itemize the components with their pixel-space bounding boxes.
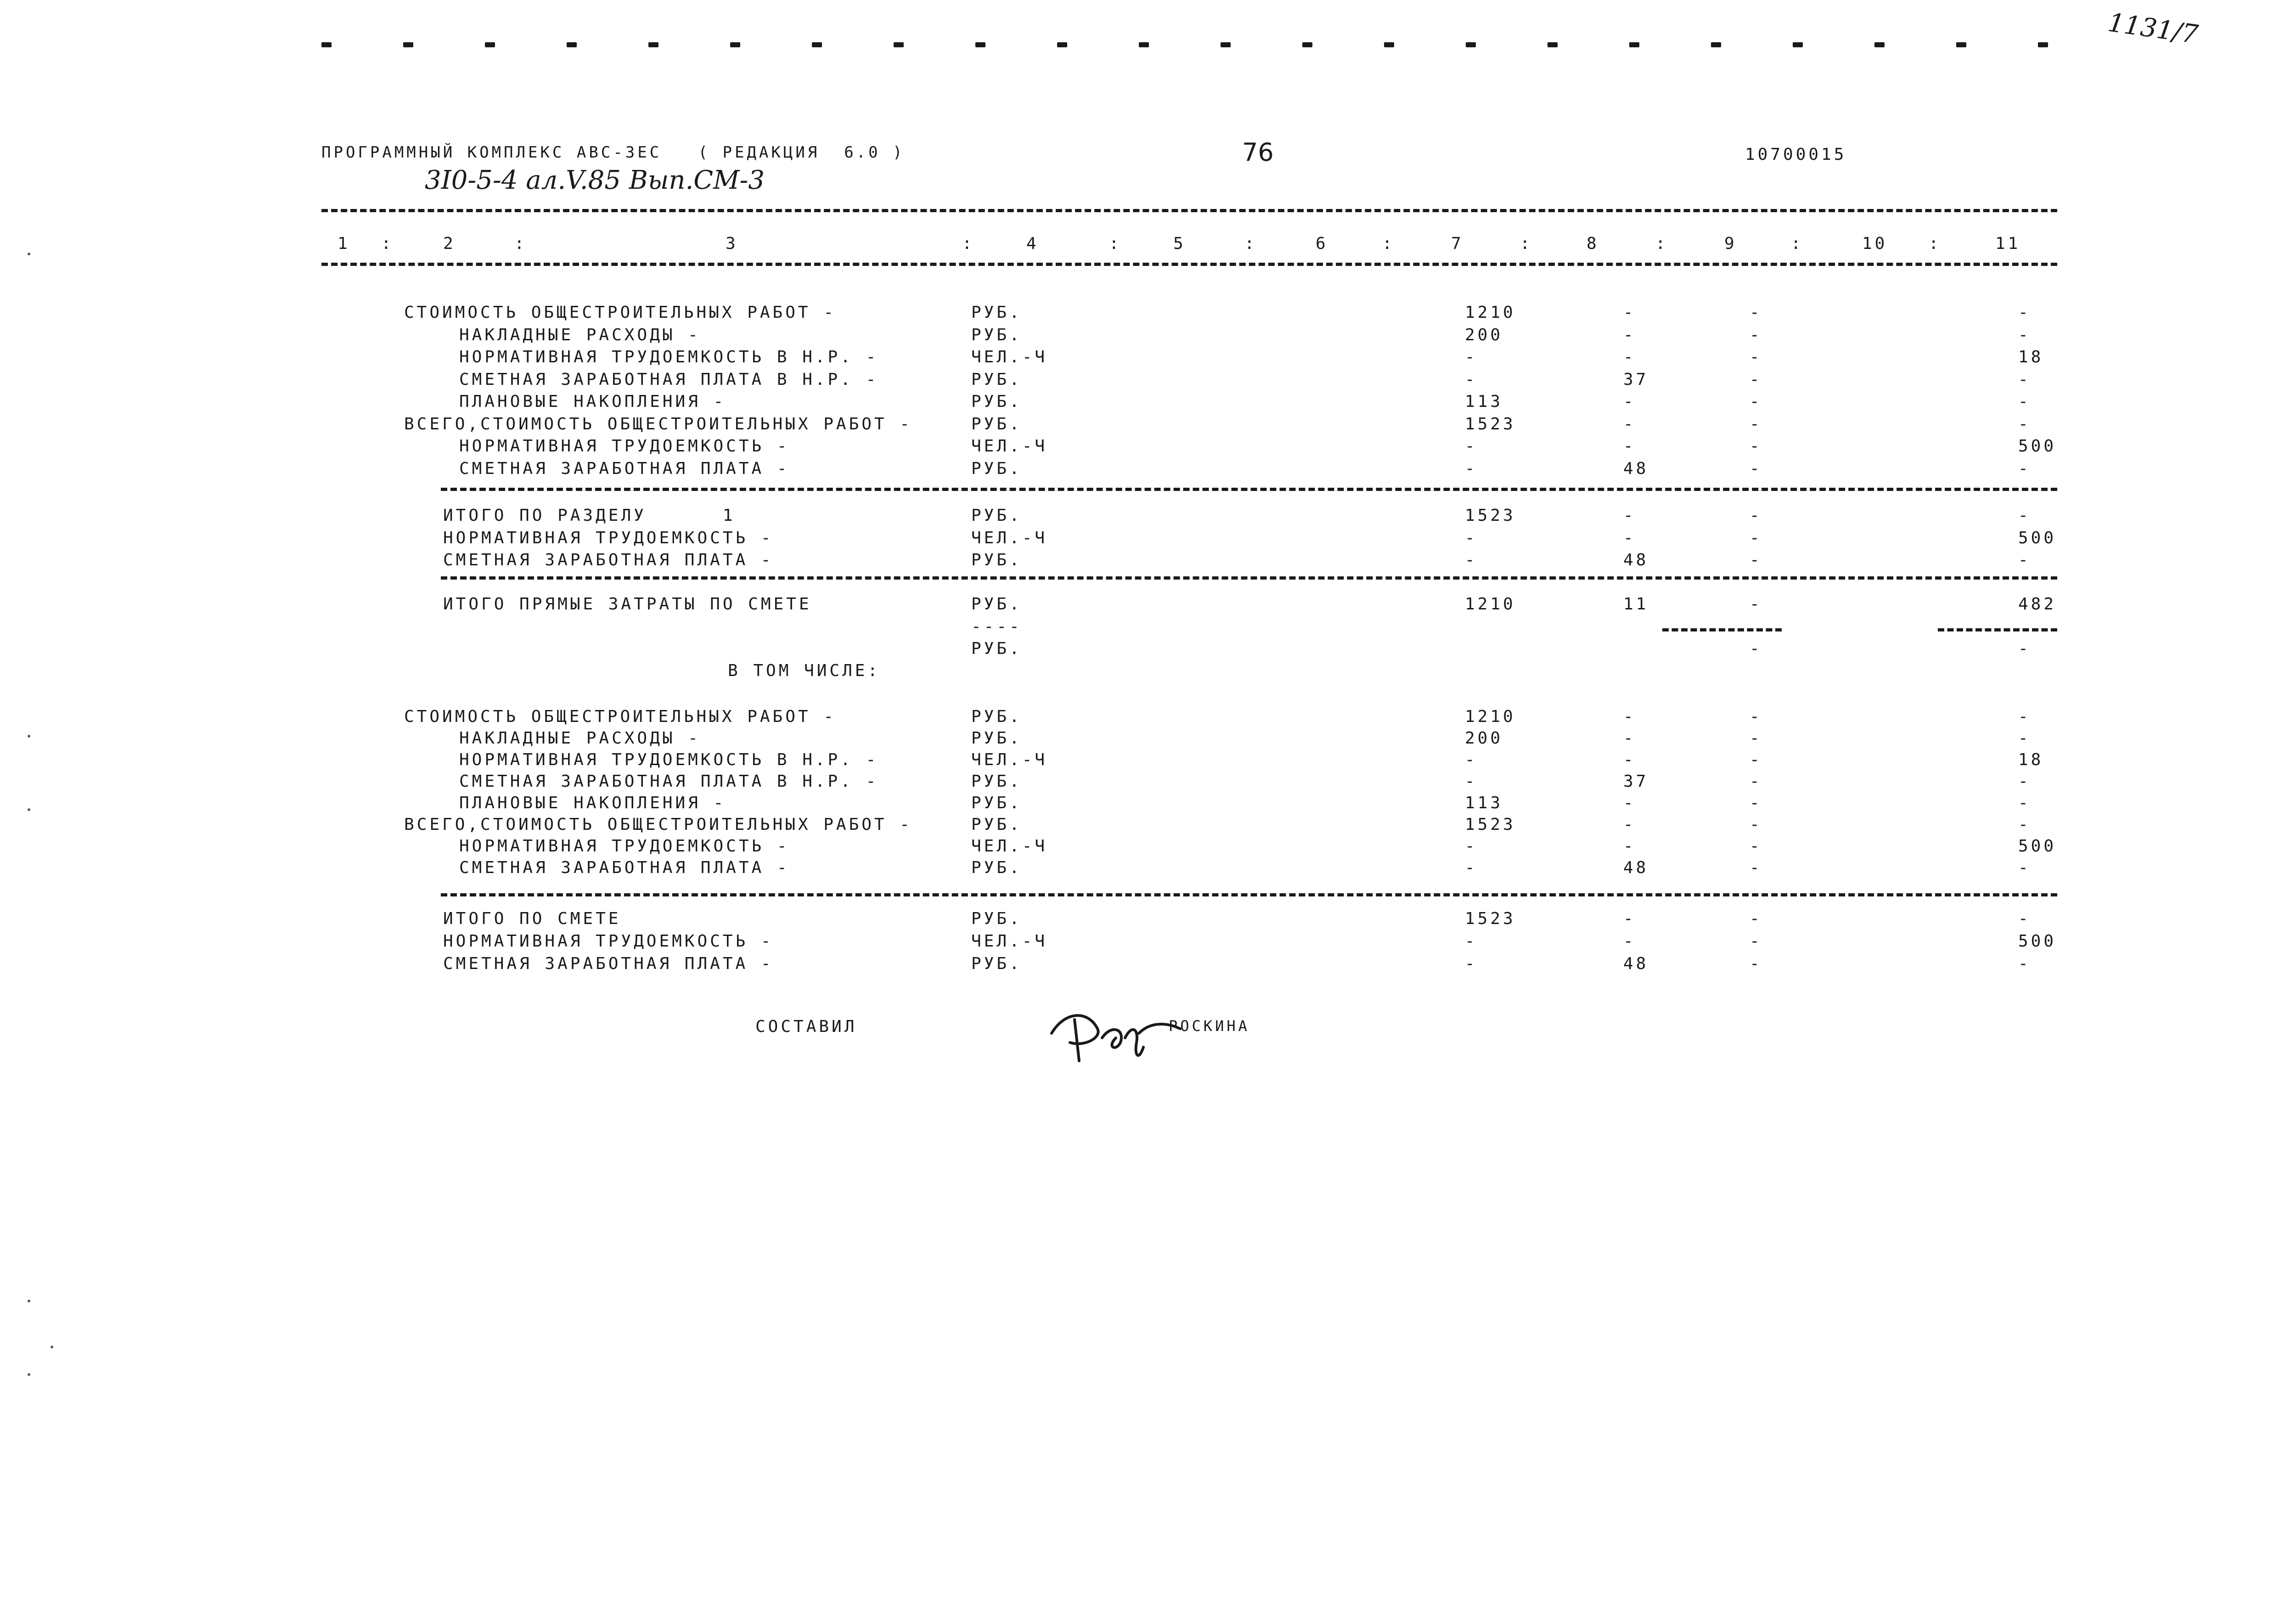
value-col7: - [1465, 370, 1478, 389]
unit-cell: ЧЕЛ.-Ч [971, 529, 1048, 547]
column-separator: : [962, 234, 975, 253]
row-label: НОРМАТИВНАЯ ТРУДОЕМКОСТЬ - [459, 437, 790, 456]
value-col7: - [1465, 954, 1478, 973]
column-header: 9 [1724, 234, 1737, 253]
column-separator: : [381, 234, 394, 253]
value-col7: - [1465, 858, 1478, 877]
value-col9: - [1750, 506, 1762, 525]
value-col7: - [1465, 837, 1478, 856]
section-rule [441, 488, 2057, 491]
unit-cell: РУБ. [971, 815, 1022, 834]
value-col11: - [2018, 326, 2031, 344]
header-rule-bottom [321, 263, 2057, 266]
value-col8: - [1623, 348, 1636, 366]
top-dash [1956, 42, 1966, 47]
row-label: СТОИМОСТЬ ОБЩЕСТРОИТЕЛЬНЫХ РАБОТ - [404, 707, 836, 726]
value-col8: - [1623, 837, 1636, 856]
value-col9: - [1750, 529, 1762, 547]
row-label: СТОИМОСТЬ ОБЩЕСТРОИТЕЛЬНЫХ РАБОТ - [404, 303, 836, 322]
scan-speck [28, 808, 30, 811]
program-title: ПРОГРАММНЫЙ КОМПЛЕКС АВС-ЗЕС ( РЕДАКЦИЯ 6.0 ) [321, 143, 905, 162]
value-col7: 1210 [1465, 595, 1516, 614]
unit-cell: ---- [971, 617, 1022, 636]
page-number: 76 [1242, 138, 1274, 167]
top-dash [1057, 42, 1067, 47]
unit-cell: РУБ. [971, 772, 1022, 791]
value-col9: - [1750, 370, 1762, 389]
value-col8: - [1623, 326, 1636, 344]
value-col9: - [1750, 729, 1762, 748]
top-dash [2038, 42, 2048, 47]
row-label: НОРМАТИВНАЯ ТРУДОЕМКОСТЬ - [443, 932, 774, 951]
value-col8: - [1623, 794, 1636, 812]
value-col8: - [1623, 909, 1636, 928]
row-label: СМЕТНАЯ ЗАРАБОТНАЯ ПЛАТА - [443, 954, 774, 973]
top-dash [730, 42, 740, 47]
section-rule [441, 893, 2057, 896]
value-col11: - [2018, 772, 2031, 791]
value-col7: - [1465, 348, 1478, 366]
value-col9: - [1750, 415, 1762, 434]
value-col11: - [2018, 909, 2031, 928]
row-label: ИТОГО ПРЯМЫЕ ЗАТРАТЫ ПО СМЕТЕ [443, 595, 812, 614]
value-col7: 200 [1465, 729, 1503, 748]
unit-cell: РУБ. [971, 729, 1022, 748]
corner-note: 1131/7 [2106, 7, 2200, 50]
value-col11: - [2018, 954, 2031, 973]
value-col11: - [2018, 392, 2031, 411]
value-col7: 1210 [1465, 303, 1516, 322]
value-col11: - [2018, 459, 2031, 478]
row-label: НОРМАТИВНАЯ ТРУДОЕМКОСТЬ - [443, 529, 774, 547]
unit-cell: РУБ. [971, 595, 1022, 614]
value-col9: - [1750, 837, 1762, 856]
value-col8: - [1623, 932, 1636, 951]
value-col7: 1523 [1465, 506, 1516, 525]
column-separator: : [514, 234, 527, 253]
top-dash [403, 42, 413, 47]
unit-cell: РУБ. [971, 459, 1022, 478]
value-col8: 37 [1623, 370, 1649, 389]
row-label: ПЛАНОВЫЕ НАКОПЛЕНИЯ - [459, 794, 726, 812]
value-col7: - [1465, 437, 1478, 456]
value-col8: - [1623, 392, 1636, 411]
column-header: 2 [443, 234, 456, 253]
subtotal-rule [1938, 628, 2057, 631]
top-dash [1466, 42, 1476, 47]
value-col8: - [1623, 303, 1636, 322]
in-total-label: В ТОМ ЧИСЛЕ: [728, 661, 881, 680]
top-dash [567, 42, 577, 47]
column-header: 1 [338, 234, 350, 253]
top-dash [812, 42, 822, 47]
value-col11: - [2018, 506, 2031, 525]
row-label: ВСЕГО,СТОИМОСТЬ ОБЩЕСТРОИТЕЛЬНЫХ РАБОТ - [404, 815, 912, 834]
value-col9: - [1750, 348, 1762, 366]
value-col8: - [1623, 729, 1636, 748]
signature-name: РОСКИНА [1169, 1017, 1250, 1035]
column-header: 7 [1451, 234, 1464, 253]
value-col9: - [1750, 932, 1762, 951]
unit-cell: РУБ. [971, 858, 1022, 877]
value-col7: 200 [1465, 326, 1503, 344]
value-col8: - [1623, 750, 1636, 769]
top-dash [1302, 42, 1312, 47]
unit-cell: РУБ. [971, 794, 1022, 812]
value-col9: - [1750, 707, 1762, 726]
row-label: НАКЛАДНЫЕ РАСХОДЫ - [459, 729, 701, 748]
value-col9: - [1750, 858, 1762, 877]
value-col8: - [1623, 437, 1636, 456]
value-col7: - [1465, 459, 1478, 478]
value-col11: - [2018, 815, 2031, 834]
row-label: НАКЛАДНЫЕ РАСХОДЫ - [459, 326, 701, 344]
row-label: ВСЕГО,СТОИМОСТЬ ОБЩЕСТРОИТЕЛЬНЫХ РАБОТ - [404, 415, 912, 434]
document-code: 10700015 [1745, 145, 1847, 164]
top-dash [1139, 42, 1149, 47]
scan-speck [28, 253, 30, 255]
unit-cell: РУБ. [971, 909, 1022, 928]
column-separator: : [1382, 234, 1395, 253]
row-label: СМЕТНАЯ ЗАРАБОТНАЯ ПЛАТА В Н.Р. - [459, 772, 879, 791]
value-col11: 18 [2018, 348, 2044, 366]
row-label: СМЕТНАЯ ЗАРАБОТНАЯ ПЛАТА - [459, 858, 790, 877]
compiled-by-label: СОСТАВИЛ [755, 1017, 857, 1036]
value-col7: 113 [1465, 794, 1503, 812]
subtotal-rule [1662, 628, 1782, 631]
value-col9: - [1750, 551, 1762, 569]
value-col9: - [1750, 909, 1762, 928]
top-dash-row [321, 42, 2048, 50]
unit-cell: ЧЕЛ.-Ч [971, 837, 1048, 856]
scan-speck [51, 1346, 53, 1348]
value-col7: 1523 [1465, 909, 1516, 928]
value-col11: - [2018, 639, 2031, 658]
value-col11: - [2018, 551, 2031, 569]
value-col11: 500 [2018, 837, 2057, 856]
value-col8: 48 [1623, 551, 1649, 569]
value-col7: - [1465, 772, 1478, 791]
value-col11: 18 [2018, 750, 2044, 769]
top-dash [894, 42, 904, 47]
column-separator: : [1655, 234, 1668, 253]
column-separator: : [1109, 234, 1122, 253]
top-dash [1384, 42, 1394, 47]
value-col7: - [1465, 551, 1478, 569]
unit-cell: РУБ. [971, 392, 1022, 411]
value-col8: 48 [1623, 459, 1649, 478]
value-col9: - [1750, 326, 1762, 344]
column-header: 6 [1316, 234, 1328, 253]
column-separator: : [1929, 234, 1941, 253]
value-col7: 1523 [1465, 415, 1516, 434]
row-label: НОРМАТИВНАЯ ТРУДОЕМКОСТЬ В Н.Р. - [459, 348, 879, 366]
row-label: ИТОГО ПО СМЕТЕ [443, 909, 621, 928]
value-col8: - [1623, 529, 1636, 547]
unit-cell: ЧЕЛ.-Ч [971, 932, 1048, 951]
value-col7: - [1465, 750, 1478, 769]
unit-cell: РУБ. [971, 303, 1022, 322]
value-col7: 1523 [1465, 815, 1516, 834]
top-dash [1221, 42, 1231, 47]
value-col11: - [2018, 794, 2031, 812]
value-col8: 37 [1623, 772, 1649, 791]
handwritten-reference: 3I0-5-4 ал.V.85 Вып.СМ-3 [425, 165, 765, 195]
top-dash [648, 42, 658, 47]
column-header: 3 [726, 234, 738, 253]
value-col9: - [1750, 772, 1762, 791]
value-col9: - [1750, 639, 1762, 658]
header-rule-top [321, 209, 2057, 212]
value-col8: - [1623, 415, 1636, 434]
unit-cell: РУБ. [971, 326, 1022, 344]
value-col9: - [1750, 750, 1762, 769]
value-col11: - [2018, 303, 2031, 322]
value-col11: - [2018, 707, 2031, 726]
value-col8: - [1623, 815, 1636, 834]
column-header: 11 [1995, 234, 2021, 253]
unit-cell: РУБ. [971, 707, 1022, 726]
value-col7: - [1465, 932, 1478, 951]
value-col11: 500 [2018, 529, 2057, 547]
unit-cell: РУБ. [971, 506, 1022, 525]
unit-cell: РУБ. [971, 954, 1022, 973]
row-label: ИТОГО ПО РАЗДЕЛУ 1 [443, 506, 736, 525]
row-label: СМЕТНАЯ ЗАРАБОТНАЯ ПЛАТА - [459, 459, 790, 478]
column-header: 10 [1862, 234, 1888, 253]
signature [1047, 992, 1185, 1079]
column-separator: : [1244, 234, 1257, 253]
top-dash [975, 42, 985, 47]
row-label: НОРМАТИВНАЯ ТРУДОЕМКОСТЬ В Н.Р. - [459, 750, 879, 769]
value-col7: - [1465, 529, 1478, 547]
value-col9: - [1750, 392, 1762, 411]
value-col9: - [1750, 794, 1762, 812]
value-col8: - [1623, 707, 1636, 726]
top-dash [1629, 42, 1639, 47]
scan-speck [28, 1373, 30, 1376]
column-header: 8 [1587, 234, 1599, 253]
row-label: СМЕТНАЯ ЗАРАБОТНАЯ ПЛАТА В Н.Р. - [459, 370, 879, 389]
value-col8: - [1623, 506, 1636, 525]
section-rule [441, 576, 2057, 580]
value-col8: 48 [1623, 858, 1649, 877]
unit-cell: ЧЕЛ.-Ч [971, 437, 1048, 456]
top-dash [485, 42, 495, 47]
top-dash [1874, 42, 1885, 47]
row-label: НОРМАТИВНАЯ ТРУДОЕМКОСТЬ - [459, 837, 790, 856]
value-col9: - [1750, 815, 1762, 834]
value-col7: 113 [1465, 392, 1503, 411]
value-col9: - [1750, 459, 1762, 478]
scan-speck [28, 1300, 30, 1302]
unit-cell: ЧЕЛ.-Ч [971, 348, 1048, 366]
column-header: 5 [1173, 234, 1186, 253]
row-label: ПЛАНОВЫЕ НАКОПЛЕНИЯ - [459, 392, 726, 411]
top-dash [1711, 42, 1721, 47]
value-col11: 482 [2018, 595, 2057, 614]
row-label: СМЕТНАЯ ЗАРАБОТНАЯ ПЛАТА - [443, 551, 774, 569]
value-col11: - [2018, 729, 2031, 748]
unit-cell: РУБ. [971, 639, 1022, 658]
column-separator: : [1520, 234, 1533, 253]
top-dash [321, 42, 332, 47]
top-dash [1793, 42, 1803, 47]
value-col9: - [1750, 595, 1762, 614]
unit-cell: РУБ. [971, 551, 1022, 569]
unit-cell: ЧЕЛ.-Ч [971, 750, 1048, 769]
value-col11: - [2018, 370, 2031, 389]
value-col9: - [1750, 303, 1762, 322]
value-col8: 11 [1623, 595, 1649, 614]
column-separator: : [1791, 234, 1804, 253]
scan-speck [28, 735, 30, 738]
unit-cell: РУБ. [971, 415, 1022, 434]
value-col11: - [2018, 415, 2031, 434]
unit-cell: РУБ. [971, 370, 1022, 389]
value-col8: 48 [1623, 954, 1649, 973]
value-col11: 500 [2018, 437, 2057, 456]
value-col9: - [1750, 954, 1762, 973]
value-col7: 1210 [1465, 707, 1516, 726]
value-col11: - [2018, 858, 2031, 877]
top-dash [1548, 42, 1558, 47]
column-header: 4 [1026, 234, 1039, 253]
value-col11: 500 [2018, 932, 2057, 951]
value-col9: - [1750, 437, 1762, 456]
